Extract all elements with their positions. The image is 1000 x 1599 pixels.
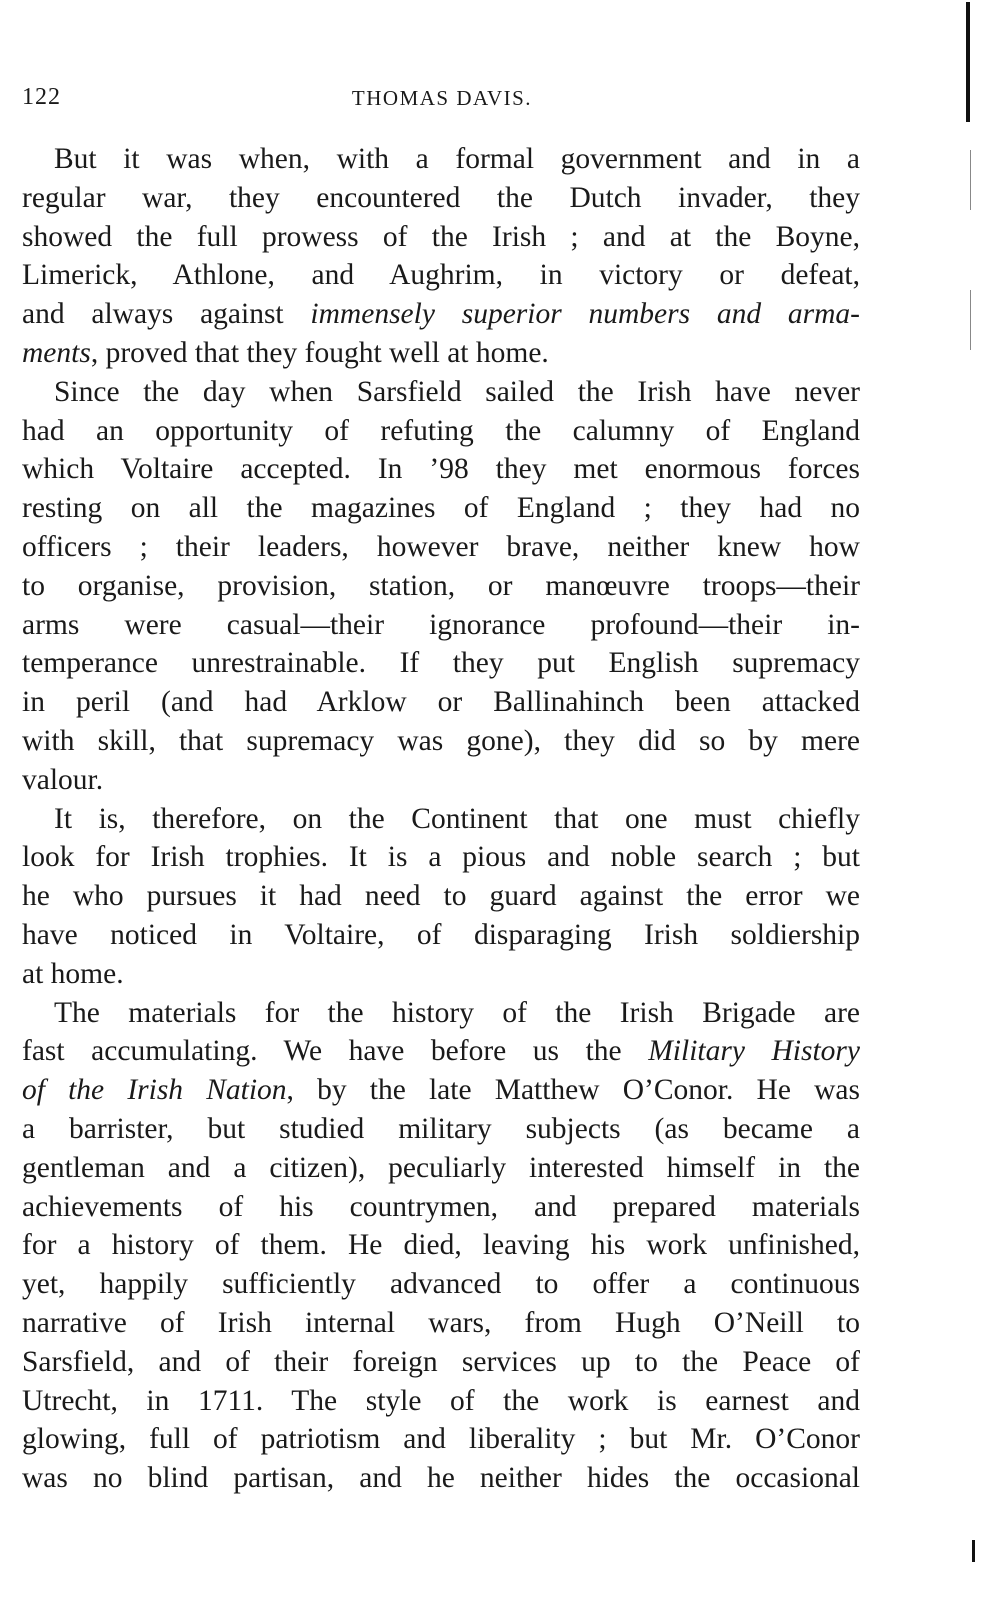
text-line: [22, 761, 860, 800]
text-line: [22, 644, 860, 683]
text-line: [22, 218, 860, 257]
text-span: Utrecht, in 1711. The style of the work is earnest and: [22, 1384, 860, 1417]
text-line: [22, 1188, 860, 1227]
page-header: [22, 84, 862, 118]
text-span: was no blind partisan, and he neither hides the occasional: [22, 1462, 860, 1495]
text-span: valour.: [22, 763, 104, 796]
text-line: [22, 683, 860, 722]
text-line: [22, 256, 860, 295]
text-span: officers ; their leaders, however brave, neither knew how: [22, 530, 860, 563]
text-line: [22, 1343, 860, 1382]
scan-edge-mark: [972, 1540, 975, 1562]
scan-edge-mark: [970, 290, 971, 350]
text-span: Limerick, Athlone, and Aughrim, in victory or defeat,: [22, 259, 860, 292]
text-line: [22, 567, 860, 606]
text-span: and always against: [22, 298, 311, 331]
text-line: [22, 838, 860, 877]
text-span: to organise, provision, station, or manœuvre troops—their: [22, 569, 860, 602]
text-line: [22, 877, 860, 916]
text-span: gentleman and a citizen), peculiarly interested himself in the: [22, 1151, 860, 1184]
text-span: in peril (and had Arklow or Ballinahinch been attacked: [22, 686, 860, 719]
text-span: have noticed in Voltaire, of disparaging Irish soldiership: [22, 918, 860, 951]
text-line: [22, 1420, 860, 1459]
text-line: [22, 450, 860, 489]
text-span: showed the full prowess of the Irish ; and at the Boyne,: [22, 220, 860, 253]
text-span: , proved that they fought well at home.: [90, 336, 549, 369]
text-span: with skill, that supremacy was gone), they did so by mere: [22, 724, 860, 757]
text-line: [22, 140, 860, 179]
text-span: resting on all the magazines of England ; they had no: [22, 492, 860, 525]
text-line: [22, 722, 860, 761]
text-span: look for Irish trophies. It is a pious and noble search ; but: [22, 841, 860, 874]
text-line: [22, 334, 860, 373]
body-text: [22, 140, 860, 1498]
text-line: [22, 1071, 860, 1110]
text-line: [22, 1032, 860, 1071]
text-span: Sarsfield, and of their foreign services up to the Peace of: [22, 1345, 860, 1378]
text-line: [22, 489, 860, 528]
text-span: glowing, full of patriotism and liberality ; but Mr. O’Conor: [22, 1423, 860, 1456]
text-line: [22, 955, 860, 994]
text-line: [22, 1149, 860, 1188]
text-span: , by the late Matthew O’Conor. He was: [286, 1074, 860, 1107]
text-line: [22, 1304, 860, 1343]
text-span: a barrister, but studied military subjects (as became a: [22, 1112, 860, 1145]
text-span: narrative of Irish internal wars, from Hugh O’Neill to: [22, 1306, 860, 1339]
text-span: which Voltaire accepted. In ’98 they met enormous forces: [22, 453, 860, 486]
text-span: It is, therefore, on the Continent that one must chiefly: [54, 802, 860, 835]
text-span: arms were casual—their ignorance profound—their in-: [22, 608, 860, 641]
text-line: [22, 916, 860, 955]
text-span: regular war, they encountered the Dutch invader, they: [22, 181, 860, 214]
text-span: yet, happily sufficiently advanced to offer a continuous: [22, 1268, 860, 1301]
scan-edge-mark: [970, 150, 971, 210]
text-span: fast accumulating. We have before us the: [22, 1035, 649, 1068]
text-span: for a history of them. He died, leaving his work unfinished,: [22, 1229, 860, 1262]
text-line: [22, 412, 860, 451]
text-span: he who pursues it had need to guard against the error we: [22, 880, 860, 913]
text-line: [22, 1382, 860, 1421]
text-span: temperance unrestrainable. If they put English supremacy: [22, 647, 860, 680]
text-line: [22, 1459, 860, 1498]
text-line: [22, 606, 860, 645]
text-line: [22, 994, 860, 1033]
scan-edge-mark: [966, 2, 970, 122]
text-line: [22, 528, 860, 567]
italic-text: immensely superior numbers and arma-: [310, 298, 860, 331]
text-line: [22, 295, 860, 334]
text-span: at home.: [22, 957, 124, 990]
text-line: [22, 800, 860, 839]
italic-text: Military History: [648, 1035, 860, 1068]
text-span: The materials for the history of the Irish Brigade are: [54, 996, 860, 1029]
text-line: [22, 373, 860, 412]
text-span: achievements of his countrymen, and prepared materials: [22, 1190, 860, 1223]
text-line: [22, 1110, 860, 1149]
italic-text: ments: [22, 336, 91, 369]
text-span: had an opportunity of refuting the calumny of England: [22, 414, 860, 447]
text-line: [22, 1226, 860, 1265]
italic-text: of the Irish Nation: [22, 1074, 287, 1107]
text-span: But it was when, with a formal government and in a: [54, 143, 860, 175]
text-span: Since the day when Sarsfield sailed the Irish have never: [54, 375, 860, 408]
text-line: [22, 1265, 860, 1304]
running-title: THOMAS DAVIS.: [351, 86, 533, 110]
text-line: [22, 179, 860, 218]
page-number: 122: [22, 84, 61, 110]
